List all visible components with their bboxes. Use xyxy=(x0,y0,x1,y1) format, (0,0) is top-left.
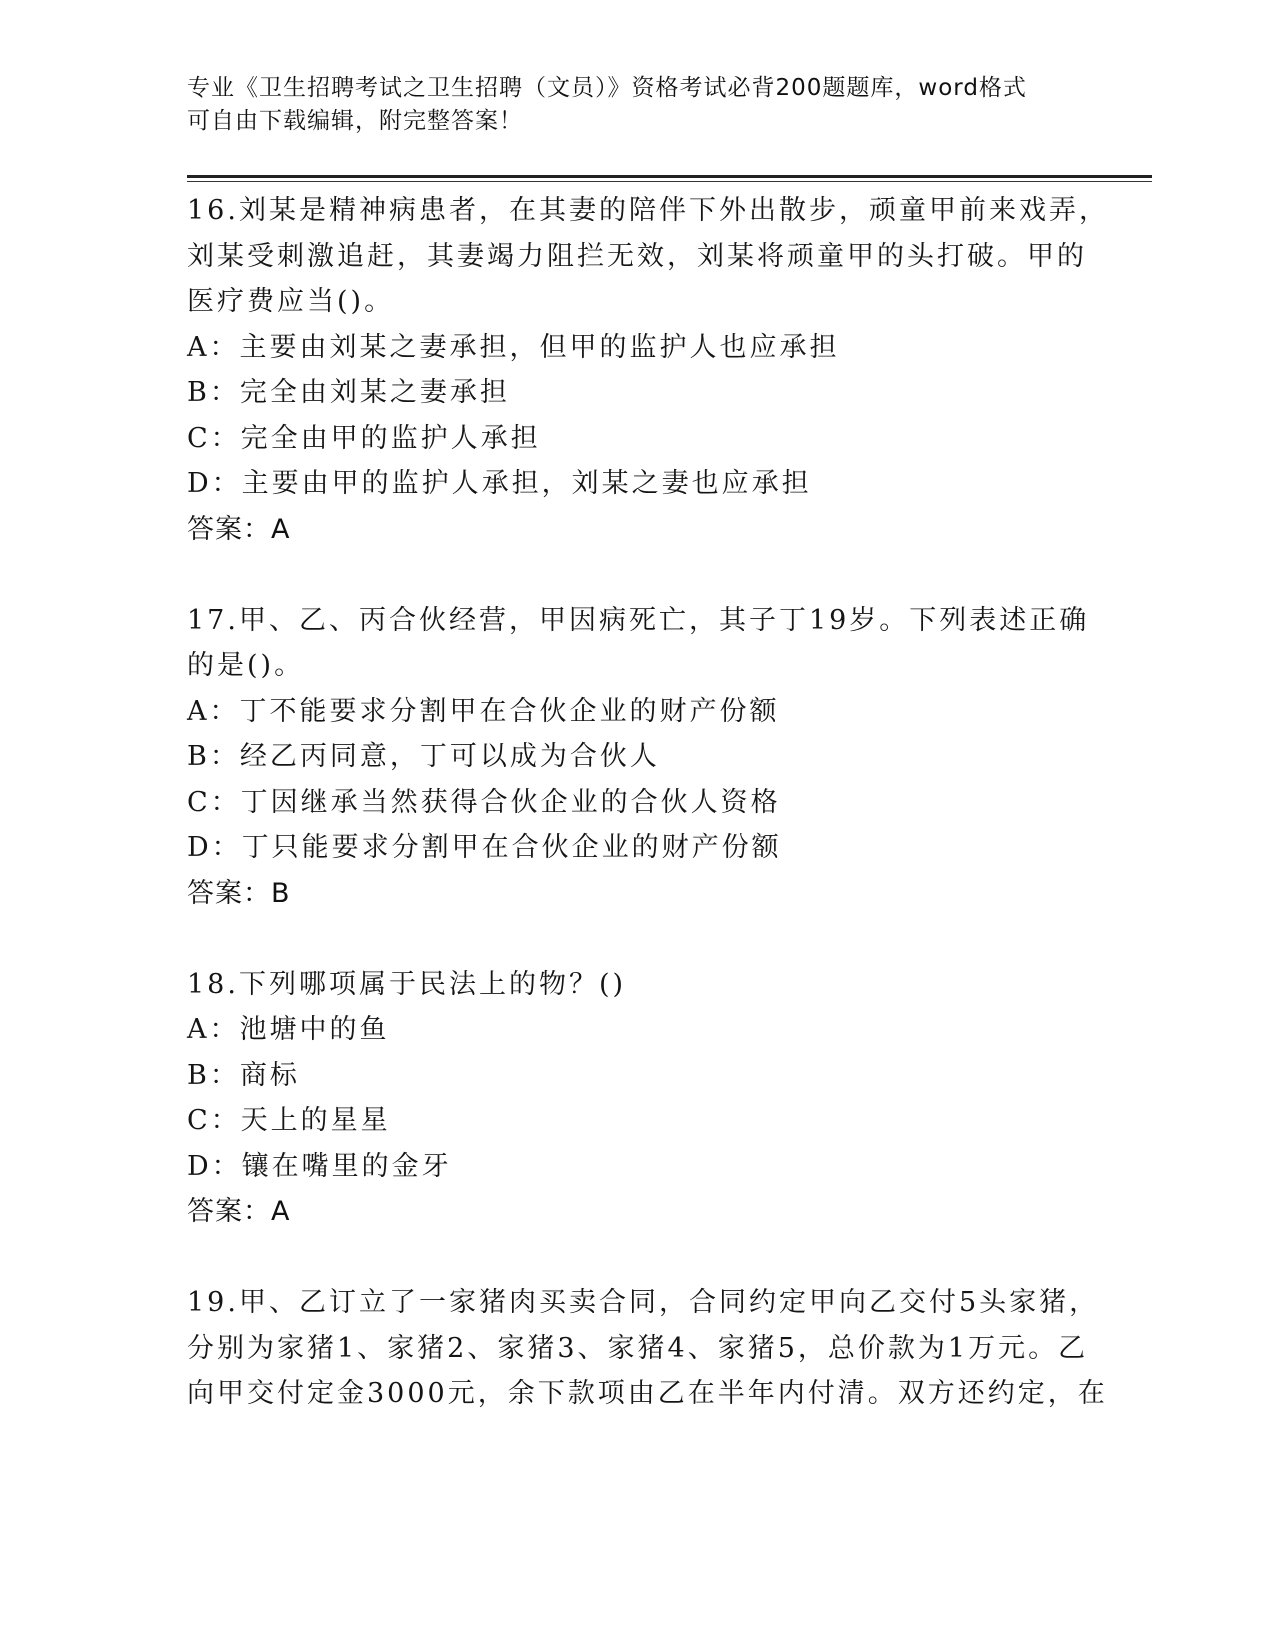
question-text-line: 刘某受刺激追赶，其妻竭力阻拦无效，刘某将顽童甲的头打破。甲的 xyxy=(187,240,1087,272)
question-16 xyxy=(187,188,1109,552)
question-spacer xyxy=(187,916,1087,962)
header-line-2: 可自由下载编辑，附完整答案！ xyxy=(187,108,523,134)
answer-label: 答案：A xyxy=(187,1196,291,1227)
header-line-1: 专业《卫生招聘考试之卫生招聘（文员）》资格考试必背200题题库，word格式 xyxy=(187,75,1027,101)
option-b: B：经乙丙同意，丁可以成为合伙人 xyxy=(187,741,660,772)
question-text-line: 向甲交付定金3000元，余下款项由乙在半年内付清。双方还约定，在 xyxy=(187,1378,1108,1409)
option-a: A：丁不能要求分割甲在合伙企业的财产份额 xyxy=(187,695,780,727)
question-17 xyxy=(187,598,1090,917)
option-c: C：完全由甲的监护人承担 xyxy=(187,422,541,454)
question-text-line: 分别为家猪1、家猪2、家猪3、家猪4、家猪5，总价款为1万元。乙 xyxy=(187,1332,1089,1364)
option-b: B：完全由刘某之妻承担 xyxy=(187,377,510,408)
question-spacer xyxy=(187,552,1087,598)
question-18 xyxy=(187,962,1087,1235)
option-a: A：主要由刘某之妻承担，但甲的监护人也应承担 xyxy=(187,331,840,363)
question-text-line: 的是()。 xyxy=(187,650,305,681)
option-b: B：商标 xyxy=(187,1059,300,1091)
option-c: C：丁因继承当然获得合伙企业的合伙人资格 xyxy=(187,786,781,818)
option-c: C：天上的星星 xyxy=(187,1105,391,1136)
question-text-line: 19.甲、乙订立了一家猪肉买卖合同，合同约定甲向乙交付5头家猪， xyxy=(187,1287,1100,1318)
question-text-line: 医疗费应当()。 xyxy=(187,286,395,317)
question-text-line: 18.下列哪项属于民法上的物？() xyxy=(187,968,627,1000)
header-divider-thin xyxy=(187,181,1152,182)
answer-label: 答案：A xyxy=(187,513,291,545)
question-text-line: 16.刘某是精神病患者，在其妻的陪伴下外出散步，顽童甲前来戏弄， xyxy=(187,195,1109,226)
option-d: D：镶在嘴里的金牙 xyxy=(187,1150,452,1182)
option-d: D：丁只能要求分割甲在合伙企业的财产份额 xyxy=(187,832,782,863)
answer-label: 答案：B xyxy=(187,877,291,909)
document-header xyxy=(187,72,1067,138)
question-spacer xyxy=(187,1235,1087,1281)
question-19 xyxy=(187,1280,1108,1417)
header-divider-thick xyxy=(187,175,1152,178)
option-a: A：池塘中的鱼 xyxy=(187,1014,390,1045)
question-text-line: 17.甲、乙、丙合伙经营，甲因病死亡，其子丁19岁。下列表述正确 xyxy=(187,604,1090,636)
option-d: D：主要由甲的监护人承担，刘某之妻也应承担 xyxy=(187,468,812,499)
question-list xyxy=(187,188,1109,1417)
